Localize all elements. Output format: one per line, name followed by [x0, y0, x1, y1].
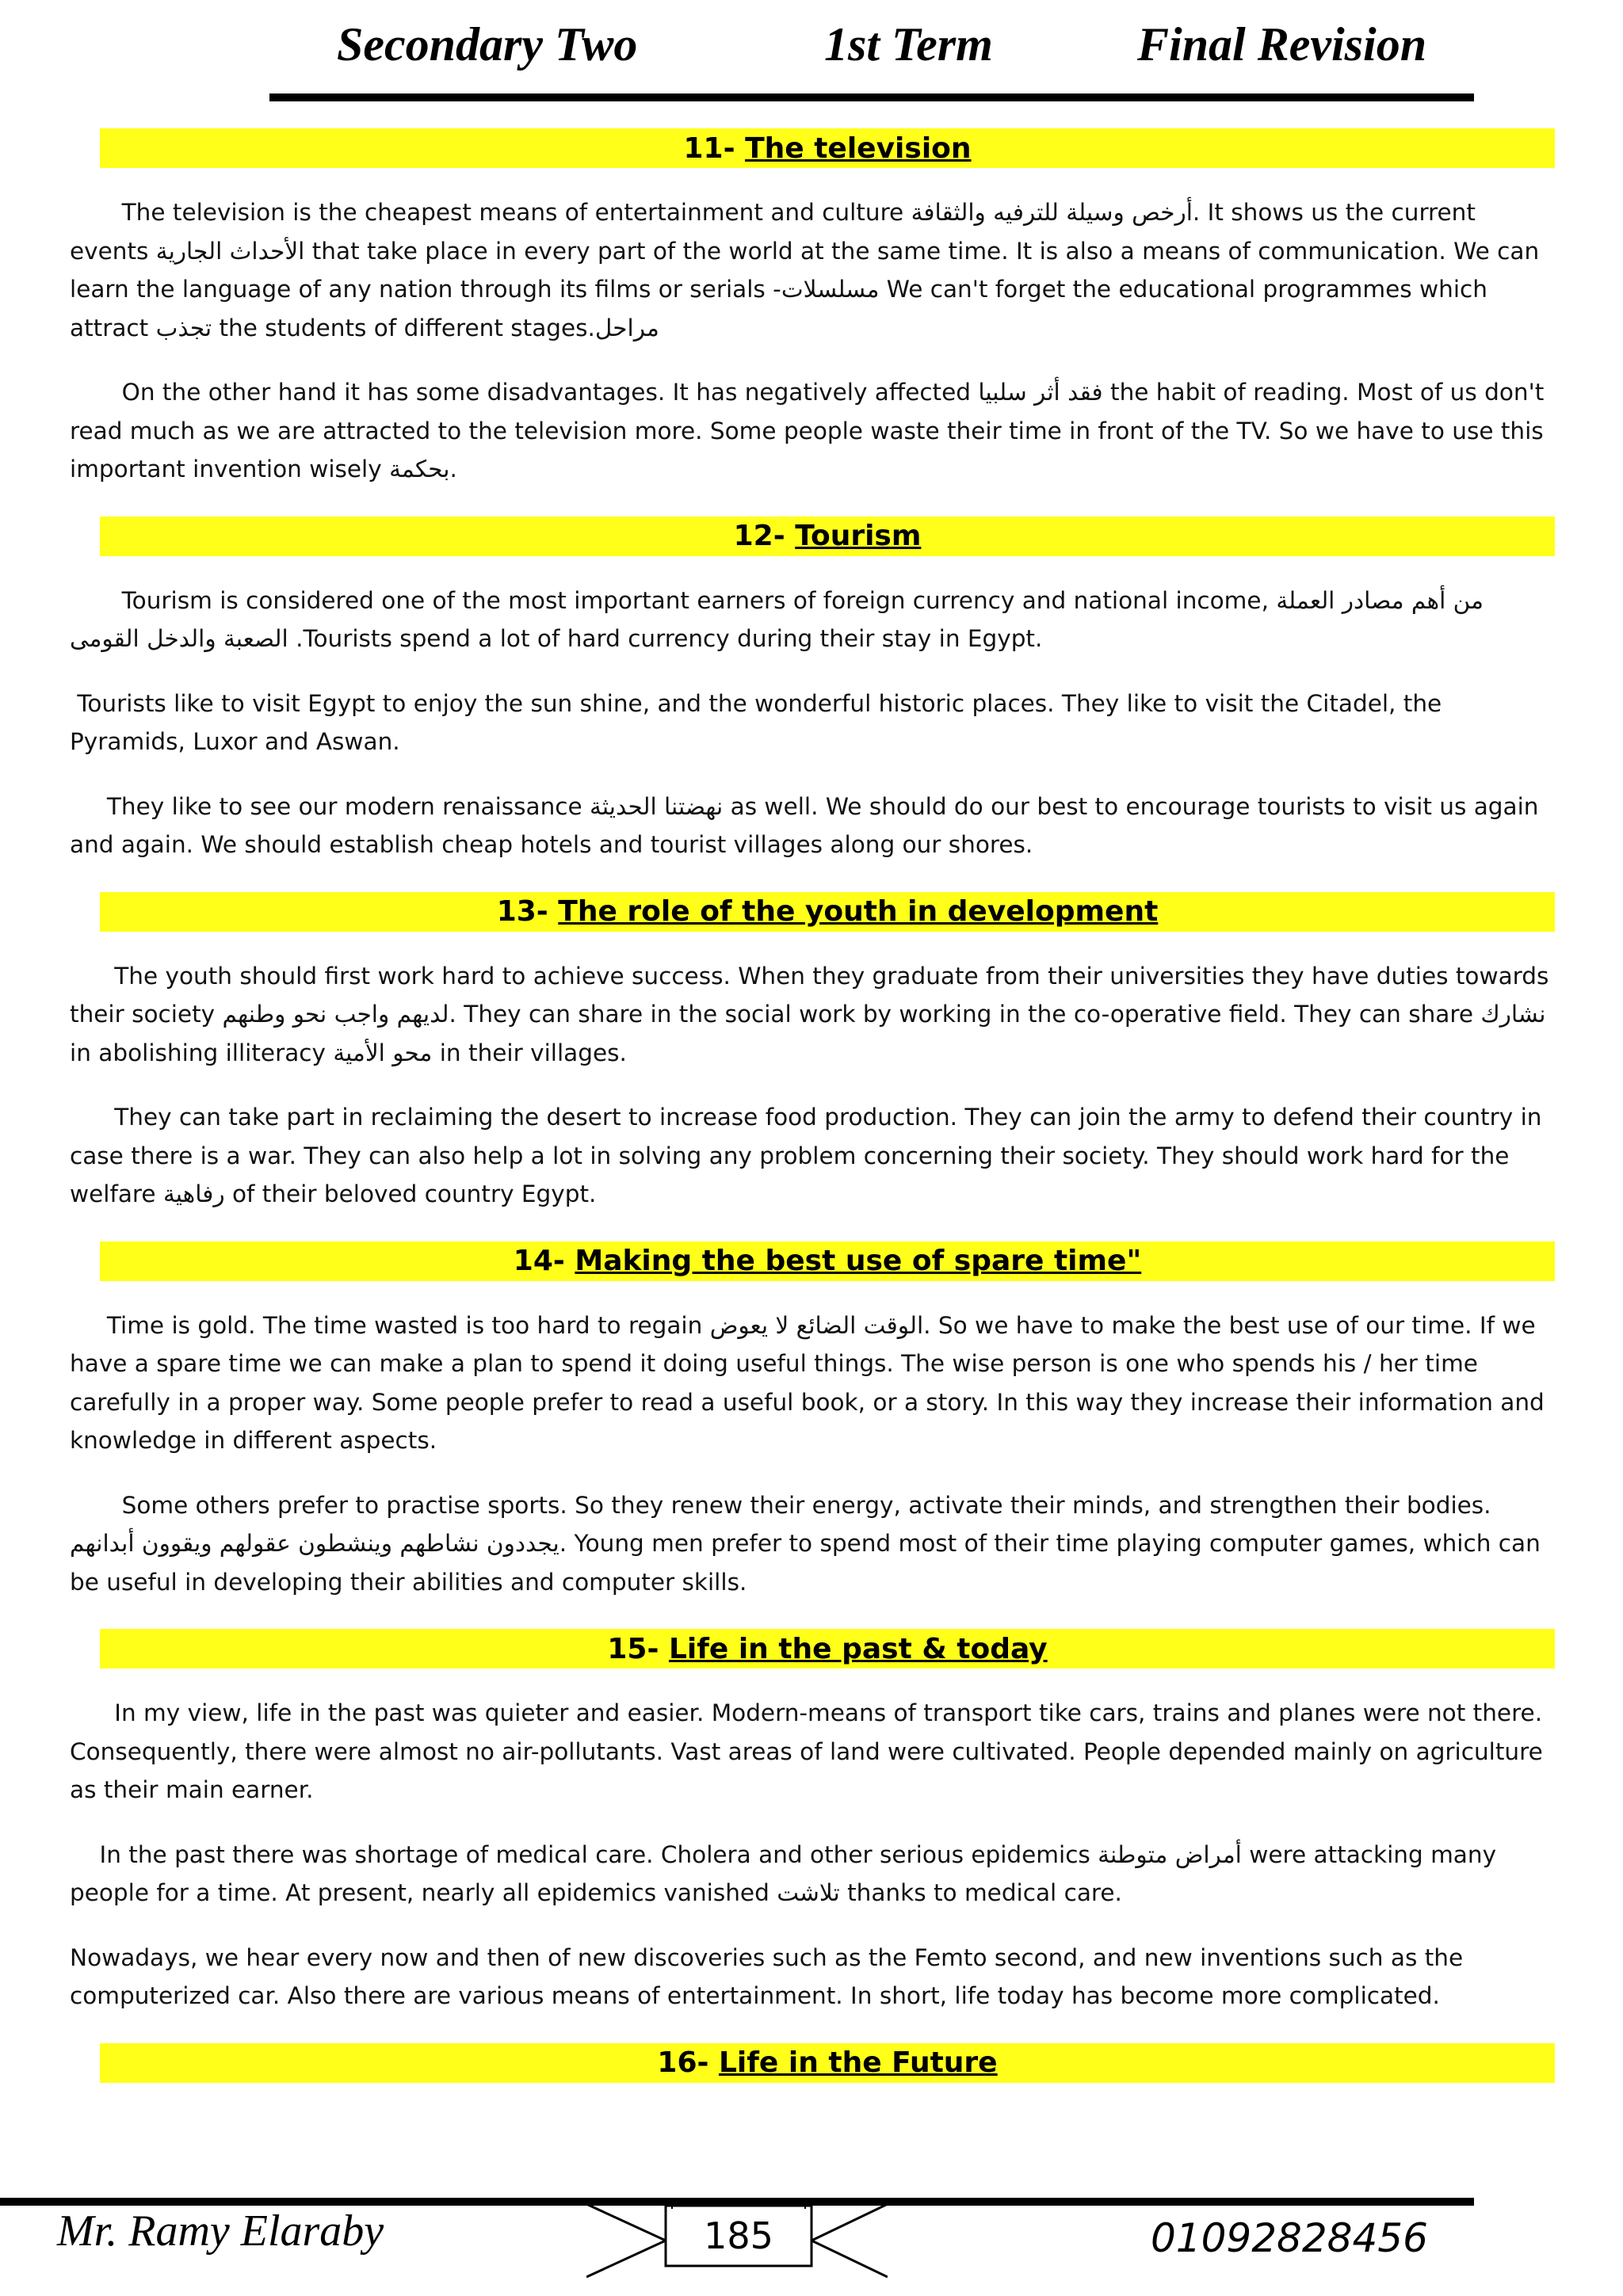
paragraph: In the past there was shortage of medical care. Cholera and other serious epidemics أمراض متوطنة were attacking many people for a time. At present, nearly all epidemics vanished تلاشت thanks to medical care. — [70, 1840, 1497, 1906]
header-term: 1st Term — [824, 18, 993, 71]
section-title: Making the best use of spare time" — [575, 1245, 1142, 1277]
paragraph: They like to see our modern renaissance نهضتنا الحديثة as well. We should do our best to encourage tourists to visit us again and again. We should establish cheap hotels and tourist villages along our shores. — [70, 792, 1539, 858]
paragraph: In my view, life in the past was quieter and easier. Modern-means of transport tike cars, trains and planes were not there. Consequently, there were almost no air-pollutants. Vast areas of land were cultivated. People depended mainly on agriculture as their main earner. — [70, 1699, 1543, 1803]
paragraph: Nowadays, we hear every now and then of new discoveries such as the Femto second, and new inventions such as the computerized car. Also there are various means of entertainment. In short, life today has become more complicated. — [70, 1943, 1464, 2009]
paragraph: They can take part in reclaiming the desert to increase food production. They can join the army to defend their country in case there is a war. They can also help a lot in solving any problem concerning their society. They should work hard for the welfare رفاهية of their beloved country Egypt. — [70, 1104, 1542, 1207]
page-number: 185 — [704, 2214, 773, 2257]
section-number: 12- — [733, 520, 785, 552]
section-title: Life in the past & today — [668, 1632, 1048, 1665]
section-number: 11- — [683, 132, 735, 165]
paragraph: Tourism is considered one of the most important earners of foreign currency and national income, من أهم مصادر العملة الصعبة والدخل القومى .Tourists spend a lot of hard currency during their stay in Egypt. — [70, 586, 1484, 652]
document-body — [70, 128, 1552, 2083]
header-grade: Secondary Two — [337, 18, 638, 71]
section-title: Tourism — [795, 520, 922, 552]
paragraph: The youth should first work hard to achieve success. When they graduate from their universities they have duties towards their society لديهم واجب نحو وطنهم. They can share in the social work by working in the co-operative field. They can share نشارك in abolishing illiteracy محو الأمية in their villages. — [70, 962, 1549, 1066]
header-revision: Final Revision — [1137, 18, 1427, 71]
header-divider — [269, 93, 1474, 101]
paragraph: Some others prefer to practise sports. So they renew their energy, activate their minds, and strengthen their bodies. يجددون نشاطهم وينشطون عقولهم ويقوون أبدانهم. Young men prefer to spend most of their time playing computer games, which can be useful in developing their abilities and computer skills. — [70, 1491, 1541, 1596]
paragraph: The television is the cheapest means of entertainment and culture أرخص وسيلة للترفيه والثقافة. It shows us the current events الأحداث الجارية that take place in every part of the world at the same time. It is also a means of communication. We can learn the language of any nation through its films or serials -مسلسلات We can't forget the educational programmes which attract تجذب the students of different stages.مراحل — [70, 199, 1540, 341]
paragraph: On the other hand it has some disadvantages. It has negatively affected فقد أثر سلبيا the habit of reading. Most of us don't read much as we are attracted to the television more. Some people waste their time in front of the TV. So we have to use this important invention wisely بحكمة. — [70, 379, 1545, 482]
page-number-badge — [586, 2201, 888, 2280]
section-number: 16- — [657, 2046, 709, 2079]
section-heading-12 — [100, 517, 1555, 556]
paragraph: Time is gold. The time wasted is too hard to regain الوقت الضائع لا يعوض. So we have to make the best use of our time. If we have a spare time we can make a plan to spend it doing useful things. The wise person is one who spends his / her time carefully in a proper way. Some people prefer to read a useful book, or a story. In this way they increase their information and knowledge in different aspects. — [70, 1311, 1545, 1454]
section-number: 15- — [607, 1632, 659, 1665]
section-heading-14 — [100, 1241, 1555, 1281]
section-title: The television — [745, 132, 972, 165]
section-title: Life in the Future — [718, 2046, 998, 2079]
section-heading-11 — [100, 128, 1555, 168]
section-heading-15 — [100, 1629, 1555, 1669]
section-title: The role of the youth in development — [558, 895, 1159, 928]
footer-author: Mr. Ramy Elaraby — [57, 2206, 384, 2256]
paragraph: Tourists like to visit Egypt to enjoy the sun shine, and the wonderful historic places. They like to visit the Citadel, the Pyramids, Luxor and Aswan. — [70, 689, 1442, 755]
footer-phone: 01092828456 — [1151, 2215, 1428, 2261]
section-number: 14- — [513, 1245, 565, 1277]
page-header — [269, 17, 1474, 89]
section-number: 13- — [496, 895, 548, 928]
section-heading-13 — [100, 892, 1555, 932]
section-heading-16 — [100, 2043, 1555, 2083]
